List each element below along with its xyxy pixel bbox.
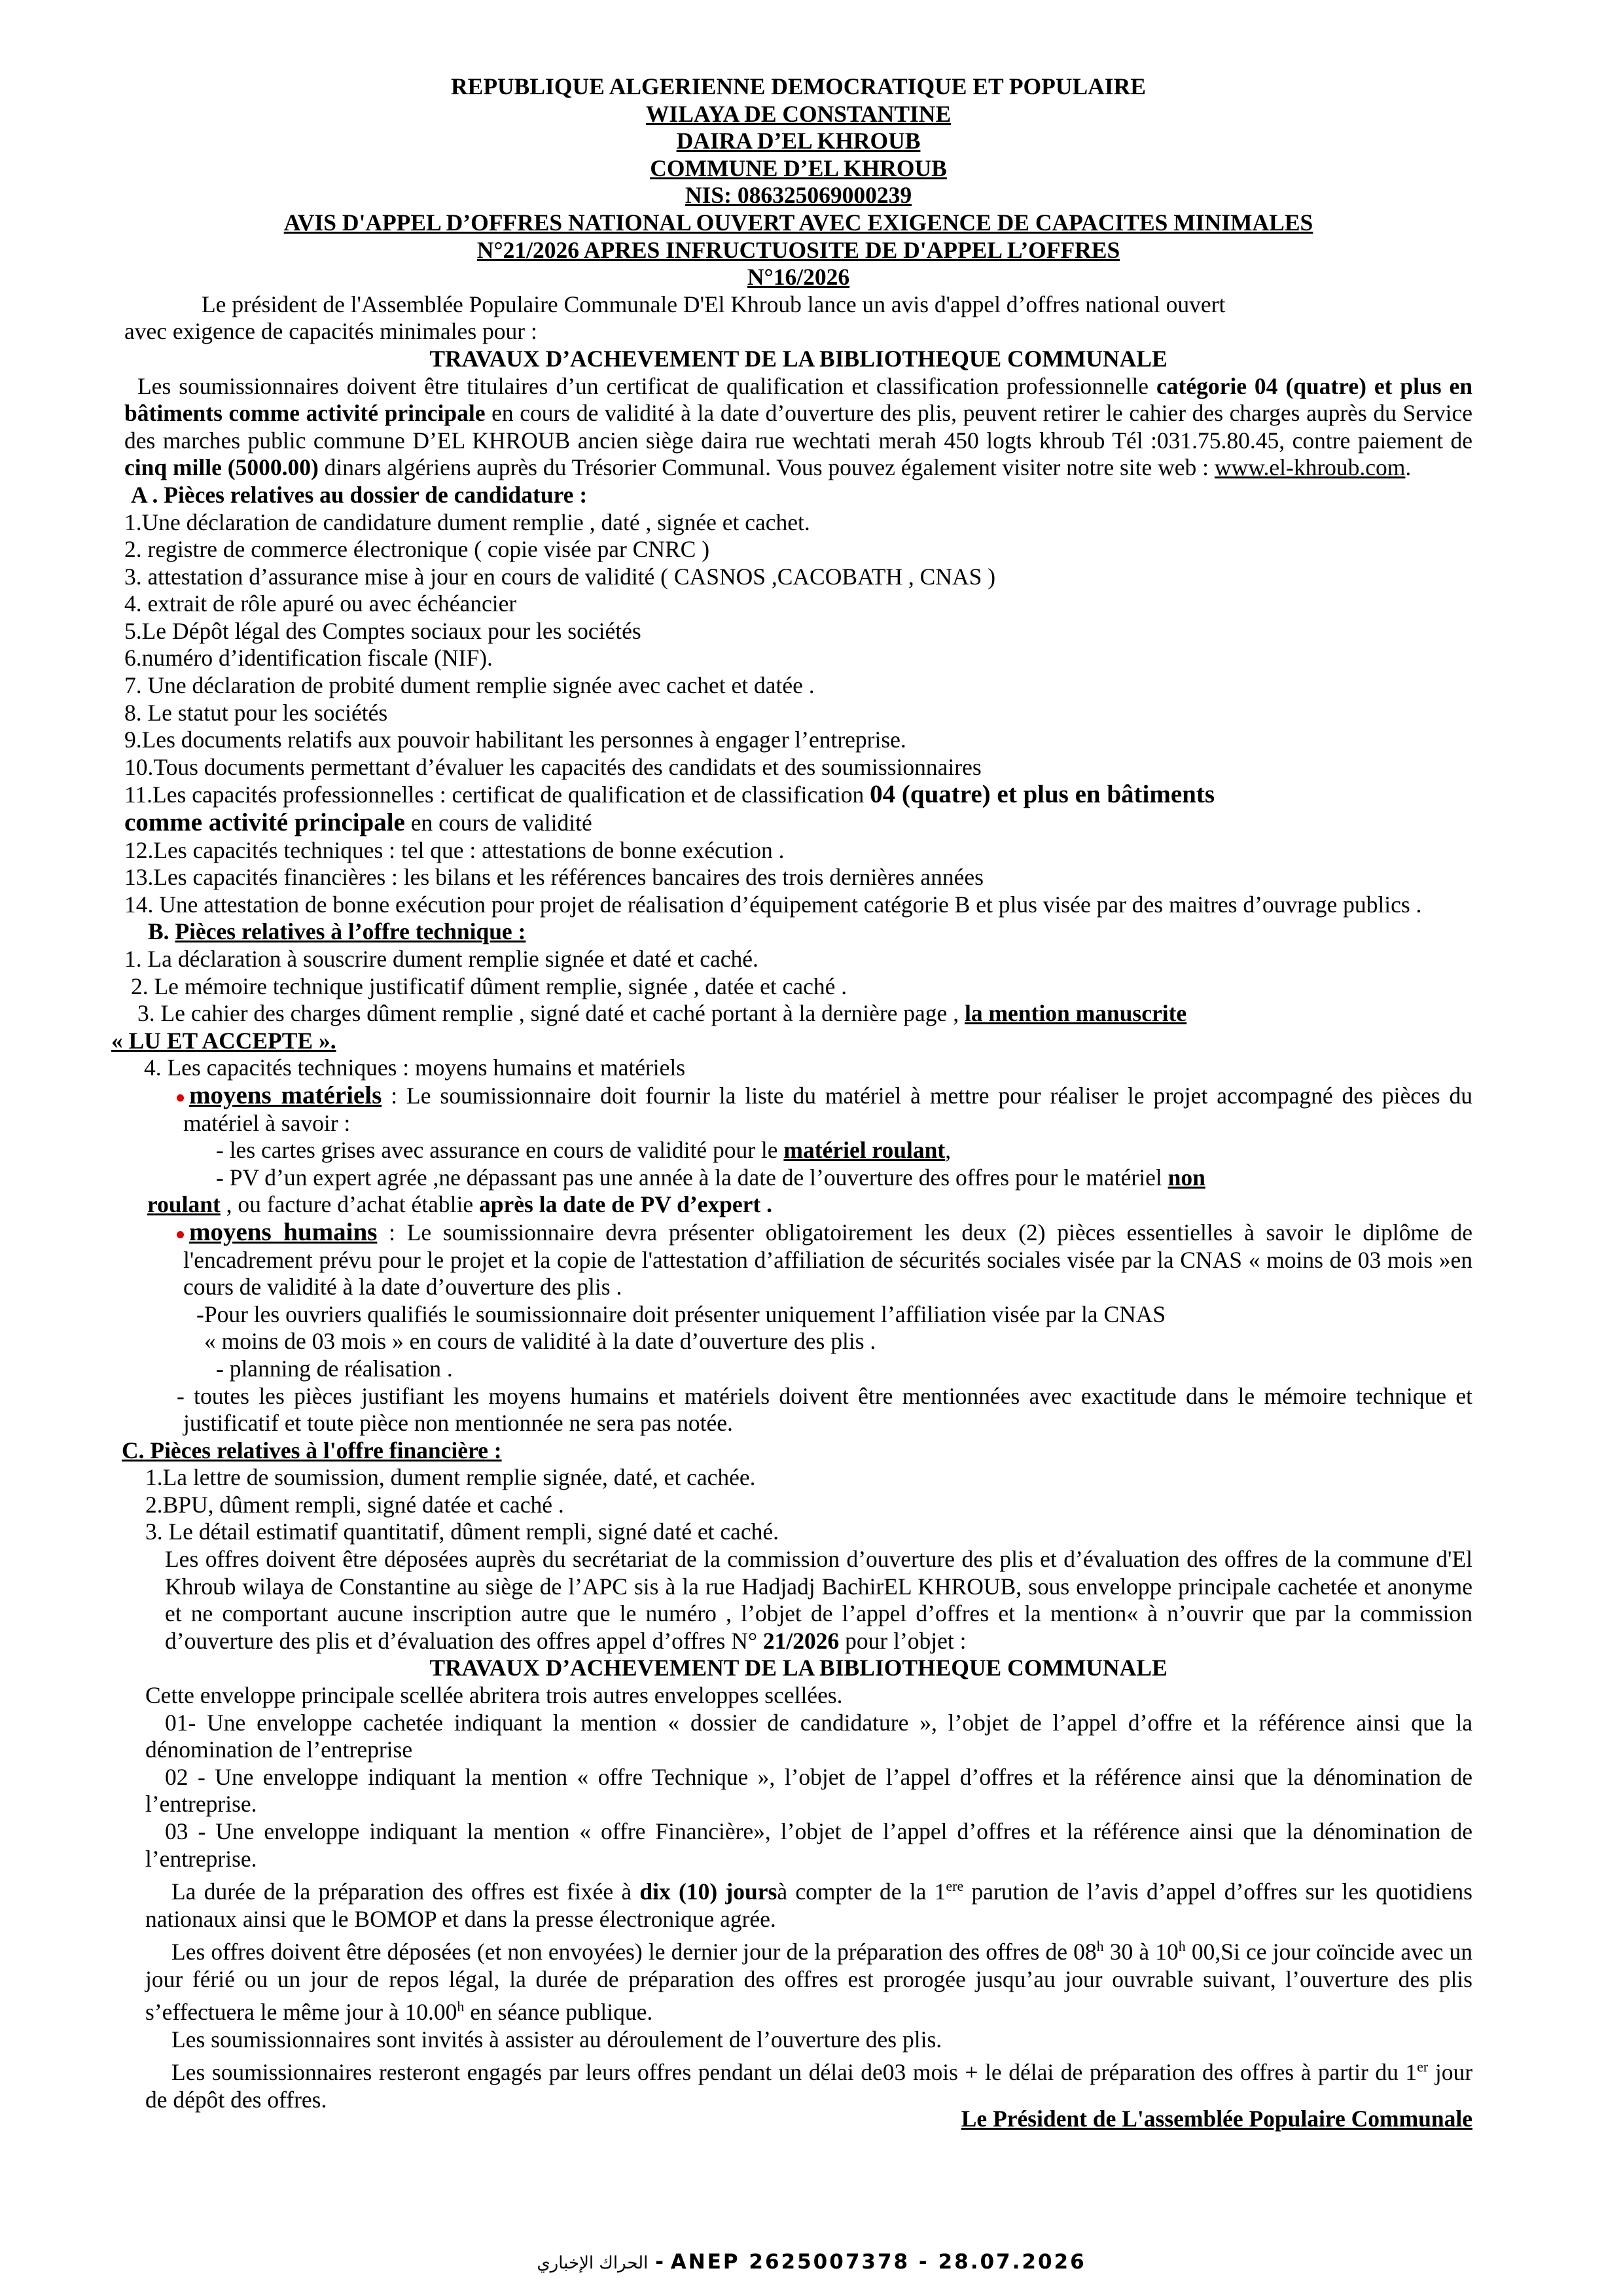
- depot-paragraph: Les offres doivent être déposées auprès du secrétariat de la commission d’ouverture des plis et d’évaluation des offres de la commune d'El Khroub wilaya de Constantine au siège de l’APC sis à la rue Hadjadj BachirEL KHROUB, sous enveloppe principale cachetée et anonyme et ne comportant aucune inscription autre que le numéro , l’objet de l’appel d’offres et la mention« à n’ouvrir que par la commission d’ouverture des plis et d’évaluation des offres appel d’offres N° 21/2026 pour l’objet :: [165, 1546, 1472, 1654]
- depot-envelope-intro: Cette enveloppe principale scellée abritera trois autres enveloppes scellées.: [145, 1682, 843, 1709]
- list-item: 1.La lettre de soumission, dument remplie signée, daté, et cachée.: [145, 1464, 756, 1491]
- list-item: 3. attestation d’assurance mise à jour en cours de validité ( CASNOS ,CACOBATH , CNAS ): [124, 563, 996, 590]
- mention-lu-et-accepte: « LU ET ACCEPTE ».: [111, 1027, 336, 1054]
- president-signature: Le Président de L'assemblée Populaire Communale: [961, 2106, 1472, 2132]
- project-title: TRAVAUX D’ACHEVEMENT DE LA BIBLIOTHEQUE COMMUNALE: [429, 345, 1168, 372]
- section-b-title: B. Pièces relatives à l’offre technique :: [148, 918, 526, 945]
- list-item: 8. Le statut pour les sociétés: [124, 699, 388, 726]
- list-item: 4. extrait de rôle apuré ou avec échéancier: [124, 590, 517, 617]
- section-b-list: [111, 946, 1472, 1437]
- header-commune: COMMUNE D’EL KHROUB: [650, 154, 947, 181]
- list-item: 3. Le détail estimatif quantitatif, dûment rempli, signé daté et caché.: [145, 1518, 779, 1545]
- header-nis: NIS: 086325069000239: [685, 182, 912, 209]
- envelope-item: 01- Une enveloppe cachetée indiquant la mention « dossier de candidature », l’objet de l’appel d’offre et la référence ainsi que la dénomination de l’entreprise: [145, 1709, 1472, 1763]
- header-republic: REPUBLIQUE ALGERIENNE DEMOCRATIQUE ET POPULAIRE: [451, 73, 1146, 99]
- notice-title: AVIS D'APPEL D’OFFRES NATIONAL OUVERT AVEC EXIGENCE DE CAPACITES MINIMALES: [283, 209, 1313, 236]
- notice-number: N°21/2026 APRES INFRUCTUOSITE DE D'APPEL L’OFFRES: [476, 236, 1120, 263]
- humains-line: - planning de réalisation .: [216, 1355, 453, 1382]
- list-item: 7. Une déclaration de probité dument remplie signée avec cachet et datée .: [124, 672, 815, 699]
- header-wilaya: WILAYA DE CONSTANTINE: [645, 100, 952, 127]
- anep-footer: الحراك الإخباري - ANEP 2625007378 - 28.07.2026: [537, 2250, 1086, 2274]
- qualification-paragraph: Les soumissionnaires doivent être titulaires d’un certificat de qualification et classification professionnelle catégorie 04 (quatre) et plus en bâtiments comme activité principale en cours de validité à la date d’ouverture des plis, peuvent retirer le cahier des charges auprès du Service des marches public commune D’EL KHROUB ancien siège daira rue wechtati merah 450 logts khroub Tél :031.75.80.45, contre paiement de cinq mille (5000.00) dinars algériens auprès du Trésorier Communal. Vous pouvez également visiter notre site web : www.el-khroub.com.: [124, 372, 1473, 481]
- list-item: 4. Les capacités techniques : moyens humains et matériels: [144, 1054, 686, 1081]
- website-link[interactable]: www.el-khroub.com: [1214, 454, 1406, 481]
- section-a-list: [124, 509, 1472, 919]
- bullet-icon: [177, 1231, 184, 1238]
- newspaper-name: الحراك الإخباري: [537, 2253, 649, 2273]
- engagement-paragraph: Les soumissionnaires resteront engagés par leurs offres pendant un délai de03 mois + le délai de préparation des offres à partir du 1er jour de dépôt des offres.: [145, 2058, 1473, 2113]
- envelope-item: 03 - Une enveloppe indiquant la mention « offre Financière», l’objet de l’appel d’offres et la référence ainsi que la dénomination de l’entreprise.: [145, 1818, 1472, 1872]
- list-item: 11.Les capacités professionnelles : certificat de qualification et de classification 04 (quatre) et plus en bâtiments comme activité principale en cours de validité: [124, 780, 1215, 837]
- anep-reference: ANEP 2625007378 - 28.07.2026: [670, 2250, 1086, 2274]
- list-item: 5.Le Dépôt légal des Comptes sociaux pour les sociétés: [124, 617, 641, 644]
- list-item: 2. registre de commerce électronique ( copie visée par CNRC ): [124, 536, 710, 563]
- intro-paragraph: Le président de l'Assemblée Populaire Communale D'El Khroub lance un avis d'appel d’offres national ouvert avec exigence de capacités minimales pour :: [124, 291, 1226, 345]
- humains-line: « moins de 03 mois » en cours de validité à la date d’ouverture des plis .: [204, 1328, 876, 1355]
- materiel-line: - les cartes grises avec assurance en cours de validité pour le matériel roulant,: [216, 1137, 952, 1164]
- humains-line: -Pour les ouvriers qualifiés le soumissionnaire doit présenter uniquement l’affiliation visée par la CNAS: [196, 1300, 1166, 1327]
- project-title-repeat: TRAVAUX D’ACHEVEMENT DE LA BIBLIOTHEQUE COMMUNALE: [429, 1655, 1168, 1681]
- section-c-title: C. Pièces relatives à l'offre financière :: [122, 1437, 502, 1463]
- materiel-line: roulant , ou facture d’achat établie après la date de PV d’expert .: [147, 1191, 772, 1218]
- list-item: 9.Les documents relatifs aux pouvoir habilitant les personnes à engager l’entreprise.: [124, 726, 906, 753]
- materiel-line: - PV d’un expert agrée ,ne dépassant pas une année à la date de l’ouverture des offres pour le matériel non: [216, 1164, 1205, 1191]
- list-item: 6.numéro d’identification fiscale (NIF).: [124, 645, 493, 672]
- list-item: 2.BPU, dûment rempli, signé datée et caché .: [145, 1491, 564, 1518]
- header-daira: DAIRA D’EL KHROUB: [676, 128, 921, 154]
- envelope-item: 02 - Une enveloppe indiquant la mention « offre Technique », l’objet de l’appel d’offres et la référence ainsi que la dénomination de l’entreprise.: [145, 1763, 1472, 1818]
- invitation-line: Les soumissionnaires sont invités à assister au déroulement de l’ouverture des plis.: [171, 2026, 942, 2053]
- humains-paragraph: moyens humains : Le soumissionnaire devra présenter obligatoirement les deux (2) pièces essentielles à savoir le diplôme de l'encadrement prévu pour le projet et la copie de l'attestation d’affiliation de sécurités sociales visée par la CNAS « moins de 03 mois »en cours de validité à la date d’ouverture des plis .: [124, 1219, 1472, 1301]
- list-item: 12.Les capacités techniques : tel que : attestations de bonne exécution .: [124, 836, 785, 863]
- section-c-list: [124, 1464, 1472, 1546]
- list-item: 1.Une déclaration de candidature dument remplie , daté , signée et cachet.: [124, 509, 810, 535]
- list-item: 3. Le cahier des charges dûment remplie , signé daté et caché portant à la dernière page , la mention manuscrite: [137, 1000, 1187, 1027]
- list-item: 10.Tous documents permettant d’évaluer les capacités des candidats et des soumissionnaires: [124, 753, 982, 780]
- horaire-paragraph: Les offres doivent être déposées (et non envoyées) le dernier jour de la préparation des offres de 08$^h$ 30 à 10$^h$ 00,Si ce jour coïncide avec un jour férié ou un jour de repos légal, la durée de préparation des offres est prorogée jusqu’au jour ouvrable suivant, l’ouverture des plis s’effectuera le même jour à 10.00$^h$ en séance publique.: [145, 1938, 1472, 2026]
- materiel-paragraph: moyens matériels : Le soumissionnaire doit fournir la liste du matériel à mettre pour réaliser le projet accompagné des pièces du matériel à savoir :: [124, 1082, 1472, 1137]
- list-item: 2. Le mémoire technique justificatif dûment remplie, signée , datée et caché .: [131, 973, 847, 999]
- list-item: 1. La déclaration à souscrire dument remplie signée et daté et caché.: [124, 946, 758, 972]
- bullet-icon: [177, 1094, 184, 1102]
- notice-prior-number: N°16/2026: [747, 264, 850, 291]
- humains-line: - toutes les pièces justifiant les moyens humains et matériels doivent être mentionnées avec exactitude dans le mémoire technique et justificatif et toute pièce non mentionnée ne sera pas notée.: [177, 1382, 1472, 1437]
- section-a-title: A . Pièces relatives au dossier de candidature :: [131, 481, 588, 508]
- list-item: 14. Une attestation de bonne exécution pour projet de réalisation d’équipement catégorie B et plus visée par des maitres d’ouvrage publics .: [124, 891, 1422, 918]
- list-item: 13.Les capacités financières : les bilans et les références bancaires des trois dernières années: [124, 864, 984, 891]
- document-body: [111, 73, 1473, 2113]
- duree-paragraph: La durée de la préparation des offres est fixée à dix (10) joursà compter de la 1ere parution de l’avis d’appel d’offres sur les quotidiens nationaux ainsi que le BOMOP et dans la presse électronique agrée.: [145, 1878, 1472, 1932]
